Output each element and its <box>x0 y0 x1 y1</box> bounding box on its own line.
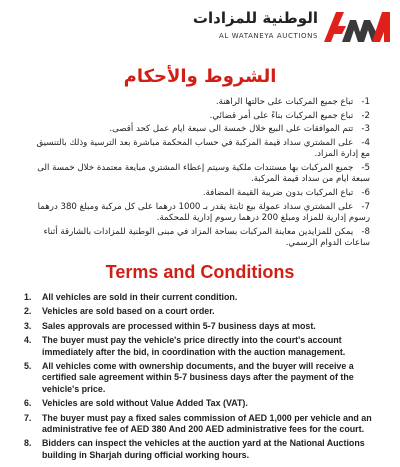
arabic-term-item <box>30 227 370 249</box>
arabic-term-item <box>30 124 370 135</box>
english-term-number: 2. <box>24 306 32 317</box>
english-term-item <box>24 292 382 303</box>
english-term-text: Sales approvals are processed within 5-7 business days at most. <box>42 320 316 331</box>
arabic-term-number: 2- <box>361 110 370 121</box>
arabic-term-number: 8- <box>361 226 370 237</box>
arabic-term-text: على المشتري سداد قيمة المركبة في حساب المحكمة مباشرة بعد الترسية وذلك بالتنسيق مع إدارة المزاد. <box>36 138 370 160</box>
english-term-item <box>24 335 382 358</box>
english-term-number: 3. <box>24 320 32 331</box>
english-term-number: 4. <box>24 335 32 346</box>
english-term-number: 5. <box>24 361 32 372</box>
english-term-text: The buyer must pay a fixed sales commission of AED 1,000 per vehicle and an administrative fee of AED 380 And 200 AED administrative fees for the court. <box>42 412 372 435</box>
english-term-text: All vehicles are sold in their current condition. <box>42 292 238 302</box>
english-term-text: Vehicles are sold without Value Added Tax (VAT). <box>42 398 248 409</box>
arabic-term-item <box>30 97 370 108</box>
arabic-title: الشروط والأحكام <box>123 66 277 87</box>
logo-arabic-text: الوطنية للمزادات <box>192 9 318 27</box>
arabic-term-item <box>30 202 370 224</box>
arabic-term-item <box>30 188 370 199</box>
arabic-term-number: 1- <box>361 97 370 107</box>
arabic-term-item <box>30 138 370 160</box>
english-term-item <box>24 306 382 317</box>
english-terms-list <box>24 292 382 464</box>
english-term-number: 8. <box>24 438 32 449</box>
arabic-term-text: على المشتري سداد عمولة بيع ثابتة يقدر بـ 1000 درهما على كل مركبة ومبلغ 380 درهما رسوم إدارية للمزاد ومبلغ 200 درهما رسوم إدارية للمحكمة. <box>37 201 370 223</box>
header <box>0 0 400 62</box>
arabic-term-item <box>30 111 370 122</box>
arabic-term-text: جميع المركبات بها مستندات ملكية وسيتم إعطاء المشتري مبايعة معتمدة خلال خمسة الى سبعة ايام من سداد قيمة المركبة. <box>37 163 370 185</box>
english-term-text: All vehicles come with ownership documents, and the buyer will receive a certified sale agreement within 5-7 business days after the payment of the vehicle's price. <box>42 361 354 394</box>
arabic-term-number: 7- <box>361 201 370 212</box>
english-term-item <box>24 398 382 409</box>
arabic-term-text: تباع المركبات بدون ضريبة القيمة المضافة. <box>202 187 354 198</box>
english-term-text: Vehicles are sold based on a court order. <box>42 306 215 317</box>
english-term-item <box>24 413 382 436</box>
english-term-number: 6. <box>24 398 32 409</box>
english-term-number: 7. <box>24 412 32 423</box>
english-term-item <box>24 361 382 395</box>
company-logo <box>150 8 390 52</box>
english-title: Terms and Conditions <box>105 262 295 282</box>
english-term-item <box>24 321 382 332</box>
arabic-term-number: 5- <box>361 163 370 174</box>
arabic-term-text: تباع جميع المركبات على حالتها الراهنة. <box>215 97 354 107</box>
english-term-number: 1. <box>24 292 32 302</box>
arabic-term-number: 6- <box>361 187 370 198</box>
arabic-term-number: 4- <box>361 138 370 149</box>
arabic-term-text: تتم الموافقات على البيع خلال خمسة الى سبعة ايام عمل كحد أقصى. <box>109 124 354 135</box>
english-term-text: Bidders can inspect the vehicles at the auction yard at the National Auctions building in Sharjah during official working hours. <box>42 438 365 460</box>
arabic-terms-list <box>30 97 370 251</box>
english-term-text: The buyer must pay the vehicle's price directly into the court's account immediately after the bid, in coordination with the auction management. <box>42 335 346 357</box>
arabic-term-item <box>30 163 370 185</box>
arabic-term-text: يمكن للمزايدين معاينة المركبات بساحة المزاد في مبنى الوطنية للمزادات بالشارقة أثناء ساعات الدوام الرسمي. <box>43 226 370 248</box>
logo-english-text: AL WATANEYA AUCTIONS <box>219 32 318 40</box>
awa-logo-mark-icon <box>324 10 390 44</box>
arabic-term-text: تباع جميع المركبات بناءً على أمر قضائي. <box>209 110 354 121</box>
arabic-term-number: 3- <box>361 124 370 135</box>
english-term-item <box>24 438 382 461</box>
